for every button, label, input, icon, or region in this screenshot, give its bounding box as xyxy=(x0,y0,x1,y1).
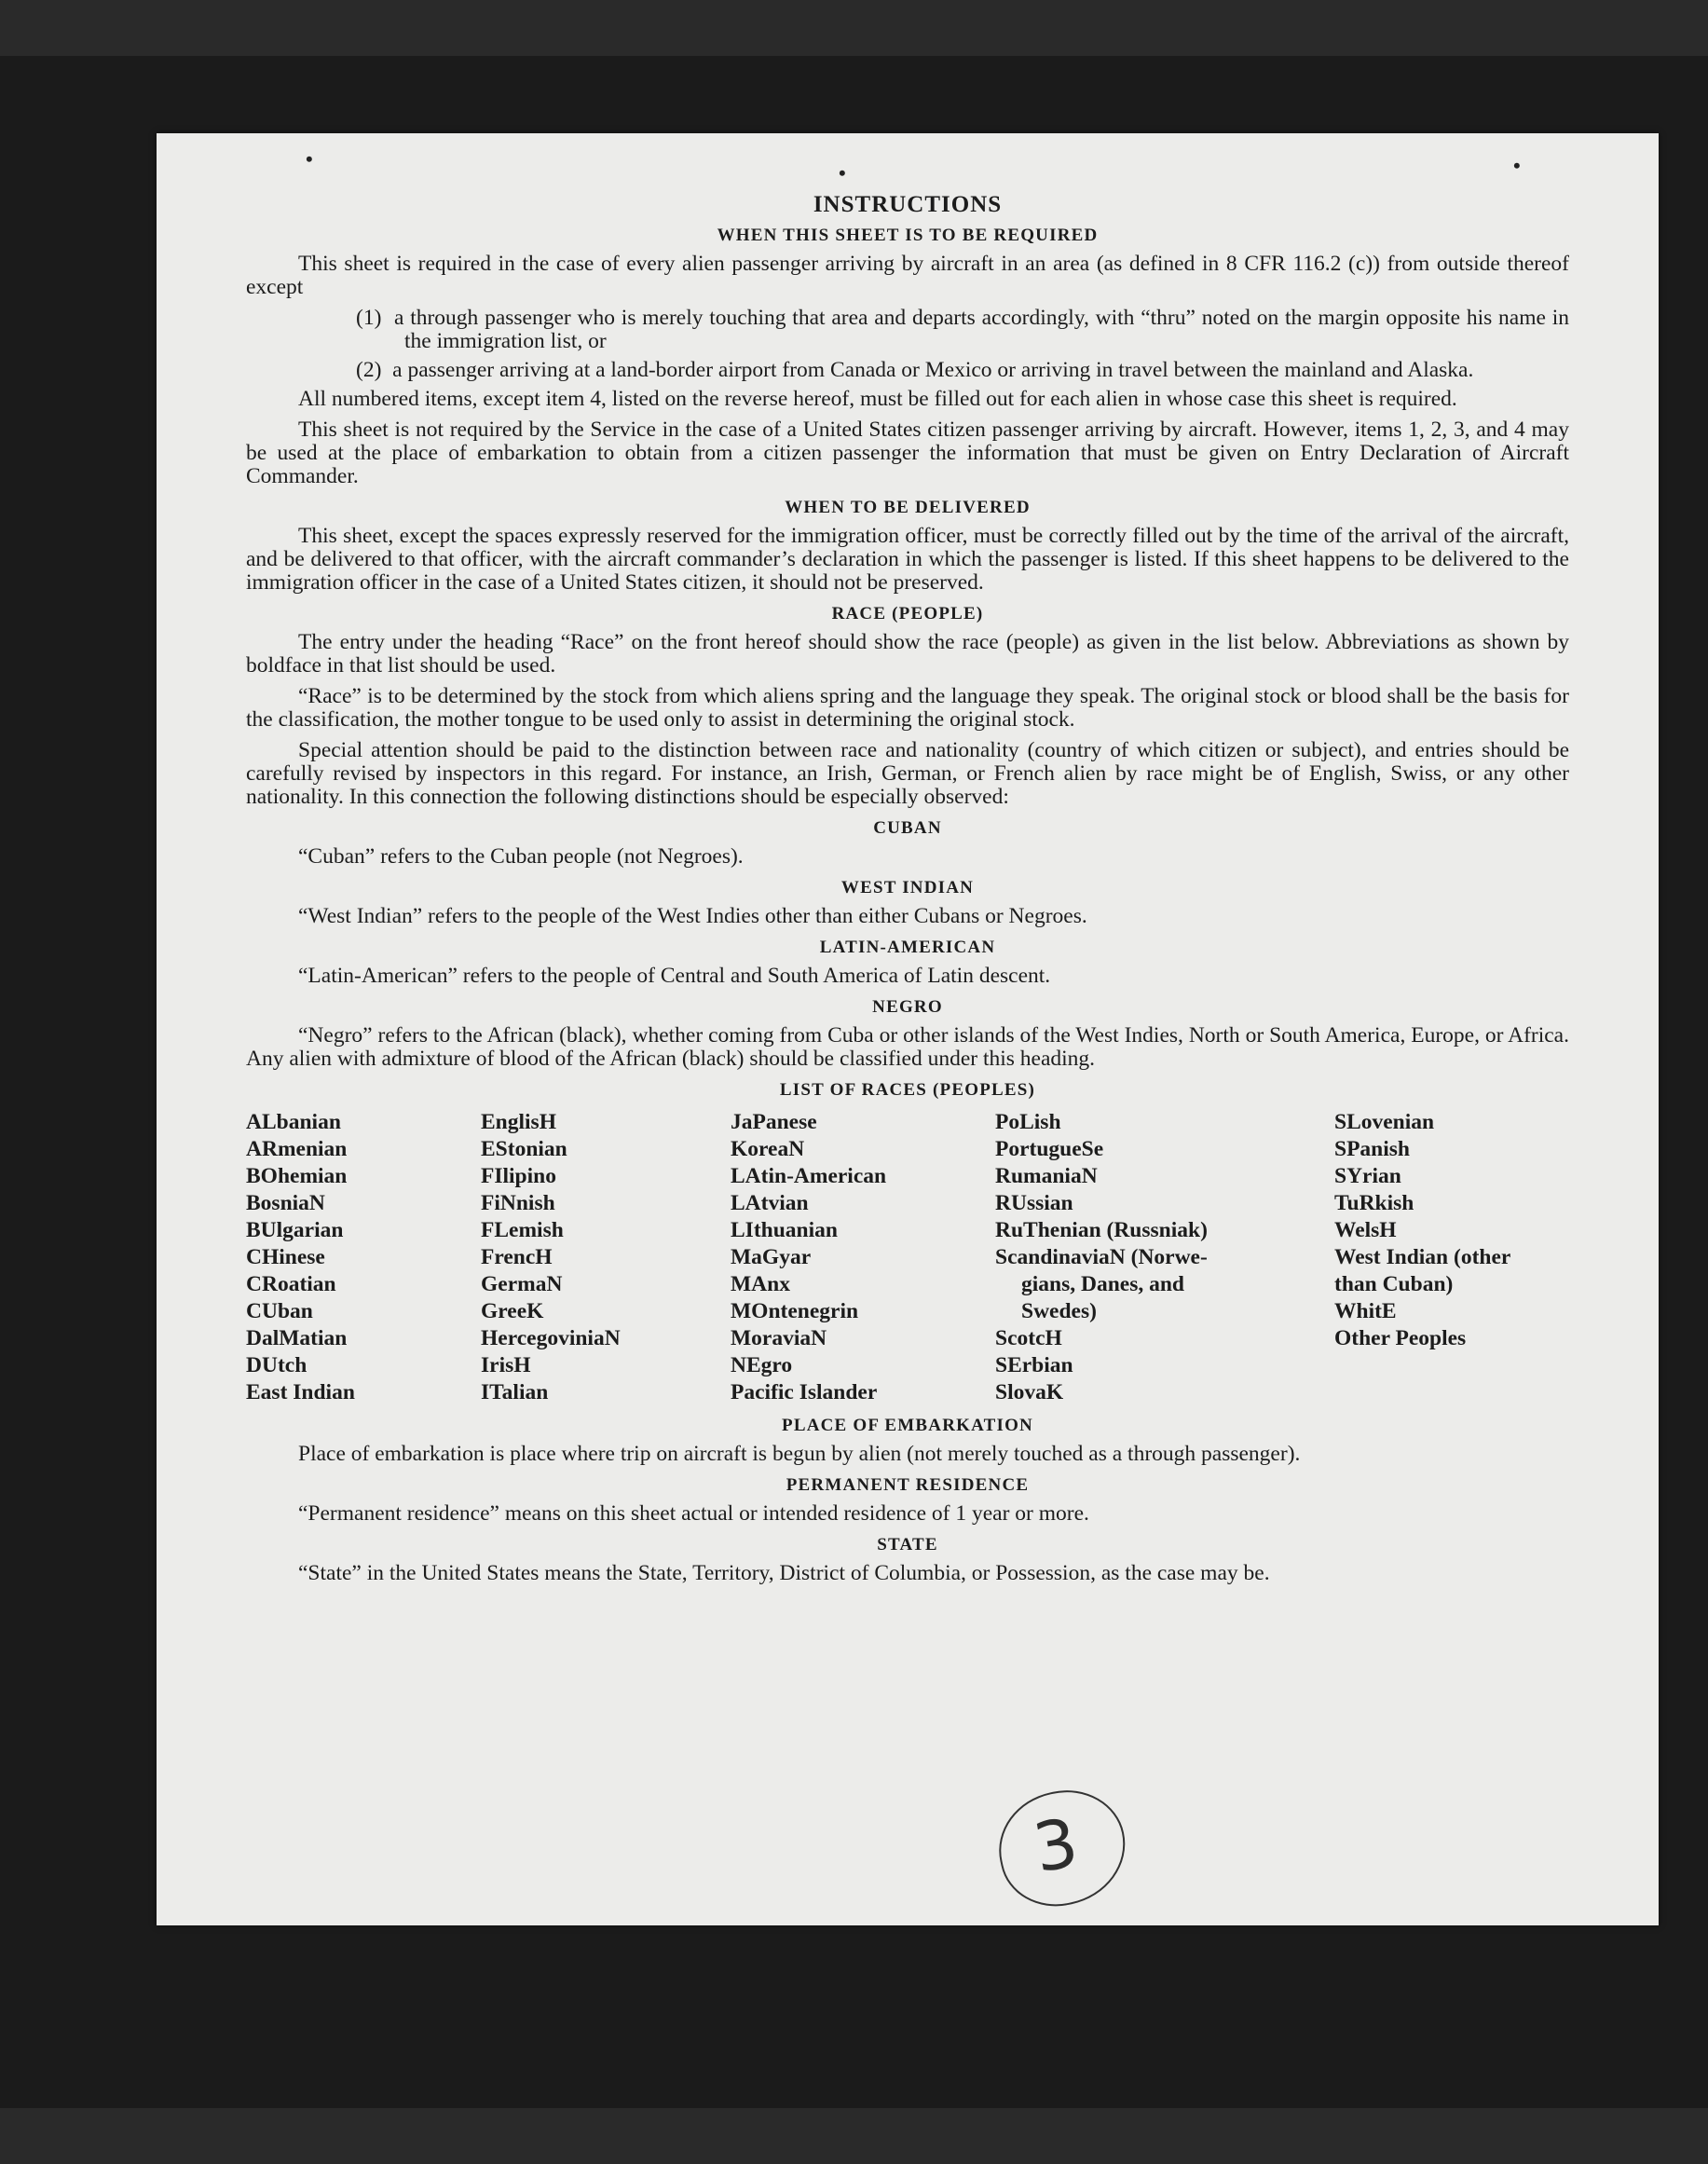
race-entry: ITalian xyxy=(481,1380,549,1404)
paragraph: This sheet, except the spaces expressly reserved for the immigration officer, must be correctly filled out by the time of the arrival of the aircraft, and be delivered to that officer, with the aircraft commander’s declaration in which the passenger is listed. If this sheet happens to be delivered to the immigration officer in the case of a United States citizen, it should not be preserved. xyxy=(246,524,1569,595)
section-heading: RACE (PEOPLE) xyxy=(831,604,984,623)
race-entry: West Indian (other xyxy=(1334,1245,1511,1269)
race-entry: LAtvian xyxy=(731,1191,809,1215)
race-entry: LIthuanian xyxy=(731,1218,838,1242)
race-entry: PoLish xyxy=(995,1110,1061,1134)
scan-speck: • xyxy=(306,147,313,171)
paragraph: “Latin-American” refers to the people of Central and South America of Latin descent. xyxy=(298,964,1051,988)
scan-speck: • xyxy=(839,161,846,185)
race-entry: DalMatian xyxy=(246,1326,348,1350)
race-entry: CRoatian xyxy=(246,1272,336,1296)
paragraph: “West Indian” refers to the people of the West Indies other than either Cubans or Negroes. xyxy=(298,904,1087,928)
paragraph: This sheet is required in the case of every alien passenger arriving by aircraft in an area (as defined in 8 CFR 116.2 (c)) from outside thereof except xyxy=(246,252,1569,299)
race-entry: ARmenian xyxy=(246,1137,348,1161)
race-entry: NEgro xyxy=(731,1353,793,1377)
paragraph: This sheet is not required by the Service in the case of a United States citizen passenger arriving by aircraft. However, items 1, 2, 3, and 4 may be used at the place of embarkation to obtain from a citizen passenger the information that must be given on Entry Declaration of Aircraft Commander. xyxy=(246,418,1569,488)
race-entry: ScandinaviaN (Norwe- xyxy=(995,1245,1208,1269)
race-entry: ALbanian xyxy=(246,1110,341,1134)
race-entry: SPanish xyxy=(1334,1137,1410,1161)
race-entry: Swedes) xyxy=(1021,1299,1097,1323)
paragraph: The entry under the heading “Race” on the front hereof should show the race (people) as given in the list below. Abbreviations as shown by boldface in that list should be used. xyxy=(246,630,1569,678)
section-heading: WEST INDIAN xyxy=(840,878,975,897)
exception-text: a passenger arriving at a land-border airport from Canada or Mexico or arriving in travel between the mainland and Alaska. xyxy=(392,358,1474,382)
race-entry: gians, Danes, and xyxy=(1021,1272,1184,1296)
handwritten-page-number: 3 xyxy=(1028,1802,1084,1888)
race-entry: MAnx xyxy=(731,1272,790,1296)
instructions-content xyxy=(246,189,1569,1593)
race-entry: EnglisH xyxy=(481,1110,556,1134)
scan-border-bottom xyxy=(0,2108,1708,2164)
race-entry: GreeK xyxy=(481,1299,544,1323)
page-title: INSTRUCTIONS xyxy=(813,192,1003,217)
race-entry: FiNnish xyxy=(481,1191,555,1215)
section-heading: LATIN-AMERICAN xyxy=(819,938,996,957)
race-entry: BosniaN xyxy=(246,1191,325,1215)
race-entry: IrisH xyxy=(481,1353,531,1377)
race-entry: TuRkish xyxy=(1334,1191,1414,1215)
section-heading: LIST OF RACES (PEOPLES) xyxy=(779,1080,1036,1100)
race-entry: RumaniaN xyxy=(995,1164,1098,1188)
exception-item xyxy=(246,359,1569,382)
race-entry: GermaN xyxy=(481,1272,563,1296)
exception-number: (2) xyxy=(356,358,382,382)
race-entry: DUtch xyxy=(246,1353,307,1377)
race-entry: FrencH xyxy=(481,1245,553,1269)
exception-number: (1) xyxy=(356,306,382,330)
race-entry: BOhemian xyxy=(246,1164,348,1188)
race-column xyxy=(246,1109,481,1406)
race-entry: CUban xyxy=(246,1299,313,1323)
race-entry: MOntenegrin xyxy=(731,1299,859,1323)
race-entry: HercegoviniaN xyxy=(481,1326,621,1350)
race-entry: Pacific Islander xyxy=(731,1380,878,1404)
race-entry: Other Peoples xyxy=(1334,1326,1467,1350)
race-entry: WhitE xyxy=(1334,1299,1397,1323)
race-entry: than Cuban) xyxy=(1334,1272,1454,1296)
section-heading: PERMANENT RESIDENCE xyxy=(786,1475,1030,1495)
race-entry: MaGyar xyxy=(731,1245,812,1269)
race-entry: SLovenian xyxy=(1334,1110,1435,1134)
race-entry: FLemish xyxy=(481,1218,564,1242)
race-entry: CHinese xyxy=(246,1245,325,1269)
scan-speck: • xyxy=(1513,154,1521,177)
race-entry: RUssian xyxy=(995,1191,1073,1215)
race-entry: KoreaN xyxy=(731,1137,805,1161)
race-entry: EStonian xyxy=(481,1137,567,1161)
race-entry: SlovaK xyxy=(995,1380,1064,1404)
section-heading: STATE xyxy=(877,1535,938,1555)
section-heading: CUBAN xyxy=(873,818,942,838)
race-entry: SYrian xyxy=(1334,1164,1401,1188)
race-column xyxy=(995,1109,1334,1406)
race-entry: PortugueSe xyxy=(995,1137,1104,1161)
paragraph: “Race” is to be determined by the stock from which aliens spring and the language they speak. The original stock or blood shall be the basis for the classification, the mother tongue to be used only to assist in determining the original stock. xyxy=(246,684,1569,732)
race-column xyxy=(731,1109,995,1406)
exception-text: a through passenger who is merely touching that area and departs accordingly, with “thru” noted on the margin opposite his name in the immigration list, or xyxy=(393,306,1569,353)
paragraph: “State” in the United States means the State, Territory, District of Columbia, or Possession, as the case may be. xyxy=(298,1561,1270,1585)
race-entry: FIlipino xyxy=(481,1164,556,1188)
race-list xyxy=(246,1109,1569,1406)
paragraph: Special attention should be paid to the distinction between race and nationality (country of which citizen or subject), and entries should be carefully revised by inspectors in this regard. For instance, an Irish, German, or French alien by race might be of English, Swiss, or any other nationality. In this connection the following distinctions should be especially observed: xyxy=(246,738,1569,809)
race-column xyxy=(1334,1109,1569,1406)
paragraph: All numbered items, except item 4, listed on the reverse hereof, must be filled out for each alien in whose case this sheet is required. xyxy=(298,387,1457,411)
race-entry: BUlgarian xyxy=(246,1218,344,1242)
race-entry: JaPanese xyxy=(731,1110,817,1134)
race-entry: SErbian xyxy=(995,1353,1073,1377)
race-entry: WelsH xyxy=(1334,1218,1397,1242)
paragraph: “Permanent residence” means on this sheet actual or intended residence of 1 year or more. xyxy=(298,1501,1089,1526)
paragraph: “Cuban” refers to the Cuban people (not Negroes). xyxy=(298,844,744,869)
document-sheet xyxy=(157,133,1659,1925)
section-heading: WHEN THIS SHEET IS TO BE REQUIRED xyxy=(717,226,1099,245)
section-heading: PLACE OF EMBARKATION xyxy=(782,1416,1033,1435)
race-entry: East Indian xyxy=(246,1380,355,1404)
exception-item xyxy=(246,307,1569,353)
section-heading: NEGRO xyxy=(872,997,943,1017)
paragraph: “Negro” refers to the African (black), whether coming from Cuba or other islands of the West Indies, North or South America, Europe, or Africa. Any alien with admixture of blood of the African (black) should be classified under this heading. xyxy=(246,1023,1569,1071)
paragraph: Place of embarkation is place where trip on aircraft is begun by alien (not merely touched as a through passenger). xyxy=(298,1442,1301,1466)
scan-border-top xyxy=(0,0,1708,56)
race-entry: MoraviaN xyxy=(731,1326,827,1350)
race-entry: RuThenian (Russniak) xyxy=(995,1218,1208,1242)
race-entry: ScotcH xyxy=(995,1326,1062,1350)
race-column xyxy=(481,1109,731,1406)
race-entry: LAtin-American xyxy=(731,1164,887,1188)
section-heading: WHEN TO BE DELIVERED xyxy=(785,498,1031,517)
